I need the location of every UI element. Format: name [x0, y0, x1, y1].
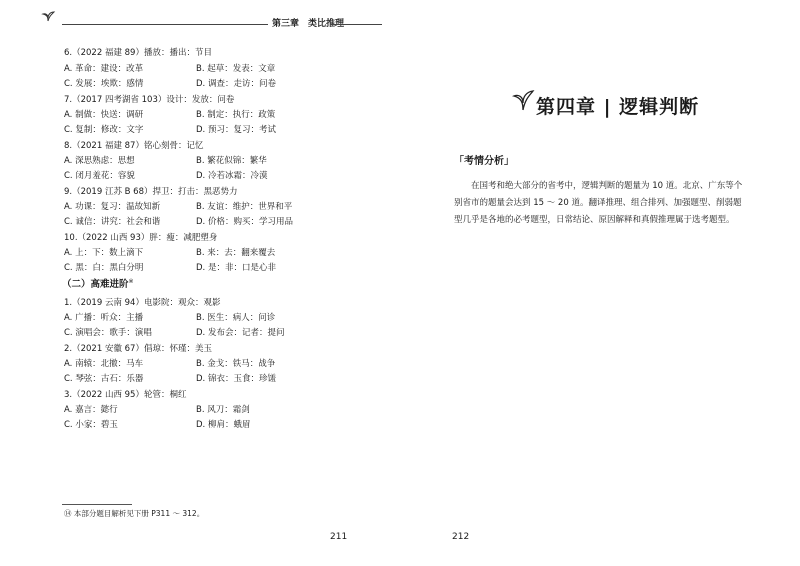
option: B. 起草：发表：文章 — [196, 64, 276, 74]
option: C. 琴弦：古石：乐器 — [64, 374, 144, 384]
footnote-rule — [62, 504, 132, 505]
option: B. 风刀：霜剑 — [196, 405, 250, 415]
option: A. 革命：建设：改革 — [64, 64, 144, 74]
option: C. 小家：碧玉 — [64, 420, 118, 430]
option: C. 演唱会：歌手：演唱 — [64, 328, 152, 338]
page-number: 211 — [330, 532, 348, 542]
chapter-title: 第四章 | 逻辑判断 — [536, 96, 700, 118]
option: A. 功课：复习：温故知新 — [64, 202, 161, 212]
option: A. 南辕：北撤：马车 — [64, 359, 144, 369]
header-chapter-label: 第三章 类比推理 — [272, 19, 345, 29]
page-number: 212 — [452, 532, 470, 542]
question-title: 3.（2022 山西 95）轮管：桐红 — [64, 390, 187, 400]
option: D. 预习：复习：考试 — [196, 125, 276, 135]
question-title: 1.（2019 云南 94）电影院：观众：观影 — [64, 298, 221, 308]
option: C. 黑：白：黑白分明 — [64, 263, 144, 273]
option: C. 复制：修改：文字 — [64, 125, 144, 135]
sprout-icon — [510, 86, 536, 116]
question-title: 9.（2019 江苏 B 68）捍卫：打击：黑恶势力 — [64, 187, 238, 197]
footnote: ⑭ 本部分题目解析见下册 P311 ～ 312。 — [64, 509, 205, 518]
option: B. 医生：病人：问诊 — [196, 313, 276, 323]
option: D. 调查：走访：问卷 — [196, 79, 276, 89]
option: A. 深思熟虑：思想 — [64, 156, 135, 166]
option: C. 诚信：讲究：社会和谐 — [64, 217, 161, 227]
chapter-heading — [510, 86, 740, 126]
question-title: 10.（2022 山西 93）胖：瘦：减肥塑身 — [64, 233, 218, 243]
option: A. 上：下：数上滴下 — [64, 248, 144, 258]
analysis-paragraph: 在国考和绝大部分的省考中，逻辑判断的题量为 10 道。北京、广东等个别省市的题量会达到 15 ～ 20 道。翻译推理、组合排列、加强题型、削弱题型几乎是各地的必考题型，日常结论、原因解释和真假推理属于选考题型。 — [454, 181, 743, 225]
header-rule — [330, 24, 382, 25]
option: B. 金戈：铁马：战争 — [196, 359, 276, 369]
option: C. 闭月羞花：容貌 — [64, 171, 135, 181]
question-title: 6.（2022 福建 89）播放：播出：节目 — [64, 48, 212, 58]
option: B. 制定：执行：政策 — [196, 110, 276, 120]
section-title: （二）高难进阶※ — [62, 277, 134, 290]
option: B. 友谊：维护：世界和平 — [196, 202, 293, 212]
option: D. 价格：购买：学习用品 — [196, 217, 293, 227]
analysis-heading: 「考情分析」 — [454, 156, 514, 167]
option: A. 广播：听众：主播 — [64, 313, 144, 323]
option: D. 是：非：口是心非 — [196, 263, 276, 273]
option: A. 制做：快送：调研 — [64, 110, 144, 120]
option: D. 柳肩：蛾眉 — [196, 420, 251, 430]
question-title: 2.（2021 安徽 67）倡琼：怀瑾：美玉 — [64, 344, 212, 354]
option: D. 冷若冰霜：冷漠 — [196, 171, 268, 181]
right-page — [400, 0, 800, 566]
sprout-icon — [40, 10, 56, 26]
question-title: 7.（2017 四考湖省 103）设计：发放：问卷 — [64, 95, 235, 105]
header-rule — [62, 24, 268, 25]
option: C. 发展：埃欺：感情 — [64, 79, 144, 89]
option: D. 锦衣：玉食：珍馐 — [196, 374, 276, 384]
option: B. 繁花似锦：繁华 — [196, 156, 267, 166]
option: D. 发布会：记者：提问 — [196, 328, 285, 338]
footnote-marker: ※ — [128, 277, 134, 285]
question-title: 8.（2021 福建 87）铭心刻骨：记忆 — [64, 141, 204, 151]
option: B. 来：去：翻来覆去 — [196, 248, 276, 258]
option: A. 嘉言：懿行 — [64, 405, 118, 415]
